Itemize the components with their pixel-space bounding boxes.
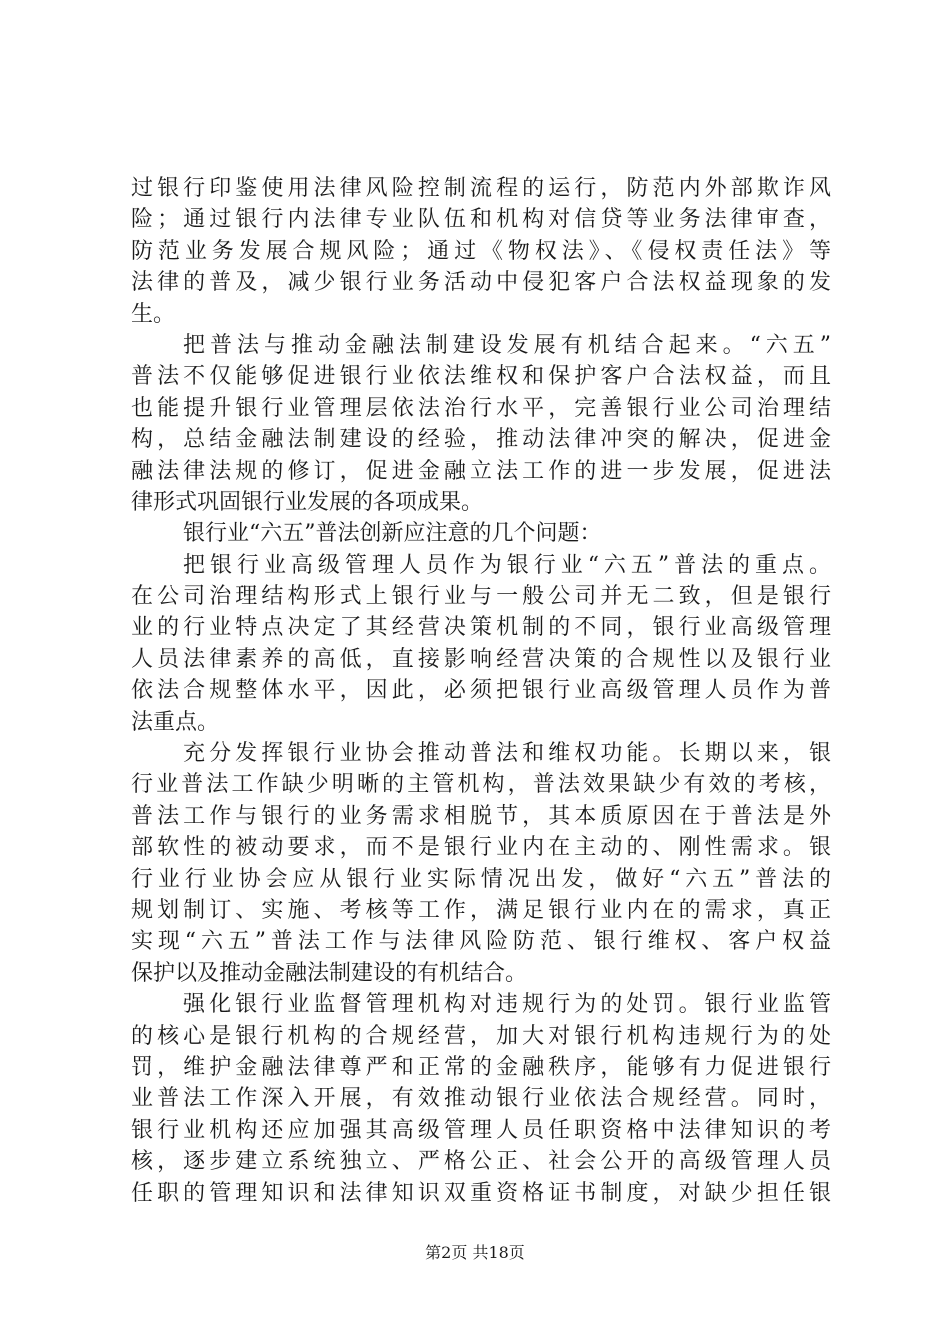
- text-line: 普法不仅能够促进银行业依法维权和保护客户合法权益，而且: [131, 364, 831, 390]
- text-line: 也能提升银行业管理层依法治行水平，完善银行业公司治理结: [131, 395, 831, 421]
- text-line: 核，逐步建立系统独立、严格公正、社会公开的高级管理人员: [131, 1149, 831, 1175]
- text-line: 罚，维护金融法律尊严和正常的金融秩序，能够有力促进银行: [131, 1054, 831, 1080]
- text-line: 过银行印鉴使用法律风险控制流程的运行，防范内外部欺诈风: [131, 176, 831, 201]
- text-line: 任职的管理知识和法律知识双重资格证书制度，对缺少担任银: [131, 1180, 831, 1206]
- text-line: 人员法律素养的高低，直接影响经营决策的合规性以及银行业: [131, 646, 831, 672]
- text-line: 生。: [131, 301, 176, 327]
- text-line: 实现“六五”普法工作与法律风险防范、银行维权、客户权益: [131, 929, 831, 955]
- text-line: 业普法工作深入开展，有效推动银行业依法合规经营。同时，: [131, 1086, 831, 1112]
- text-line: 的核心是银行机构的合规经营，加大对银行机构违规行为的处: [131, 1023, 831, 1049]
- text-line: 险；通过银行内法律专业队伍和机构对信贷等业务法律审查，: [131, 207, 831, 233]
- text-line: 业的行业特点决定了其经营决策机制的不同，银行业高级管理: [131, 615, 831, 641]
- text-line: 防范业务发展合规风险；通过《物权法》、《侵权责任法》等: [131, 238, 831, 264]
- body-text: [131, 173, 831, 1209]
- paragraph: [131, 738, 831, 989]
- text-line: 把银行业高级管理人员作为银行业“六五”普法的重点。: [183, 552, 831, 578]
- text-line: 部软性的被动要求，而不是银行业内在主动的、刚性需求。银: [131, 835, 831, 861]
- text-line: 充分发挥银行业协会推动普法和维权功能。长期以来，银: [183, 741, 831, 767]
- text-line: 强化银行业监督管理机构对违规行为的处罚。银行业监管: [183, 992, 831, 1018]
- text-line: 普法工作与银行的业务需求相脱节，其本质原因在于普法是外: [131, 803, 831, 829]
- text-line: 银行业“六五”普法创新应注意的几个问题：: [183, 521, 602, 547]
- paragraph: [131, 989, 831, 1209]
- paragraph: [131, 173, 831, 330]
- paragraph: [131, 550, 831, 738]
- text-line: 银行业机构还应加强其高级管理人员任职资格中法律知识的考: [131, 1117, 831, 1143]
- text-line: 构，总结金融法制建设的经验，推动法律冲突的解决，促进金: [131, 427, 831, 453]
- text-line: 法律的普及，减少银行业务活动中侵犯客户合法权益现象的发: [131, 270, 831, 296]
- page-footer: 第2页 共18页: [425, 1243, 525, 1262]
- text-line: 保护以及推动金融法制建设的有机结合。: [131, 960, 528, 986]
- paragraph: [131, 330, 831, 518]
- text-line: 行业普法工作缺少明晰的主管机构，普法效果缺少有效的考核，: [131, 772, 831, 798]
- text-line: 融法律法规的修订，促进金融立法工作的进一步发展，促进法: [131, 458, 831, 484]
- text-line: 在公司治理结构形式上银行业与一般公司并无二致，但是银行: [131, 584, 831, 610]
- text-line: 依法合规整体水平，因此，必须把银行业高级管理人员作为普: [131, 678, 831, 704]
- text-line: 规划制订、实施、考核等工作，满足银行业内在的需求，真正: [131, 897, 831, 923]
- text-line: 法重点。: [131, 709, 220, 735]
- text-line: 律形式巩固银行业发展的各项成果。: [131, 489, 484, 515]
- text-line: 把普法与推动金融法制建设发展有机结合起来。“六五”: [183, 332, 831, 358]
- text-line: 行业行业协会应从银行业实际情况出发，做好“六五”普法的: [131, 866, 831, 892]
- paragraph: [131, 518, 831, 549]
